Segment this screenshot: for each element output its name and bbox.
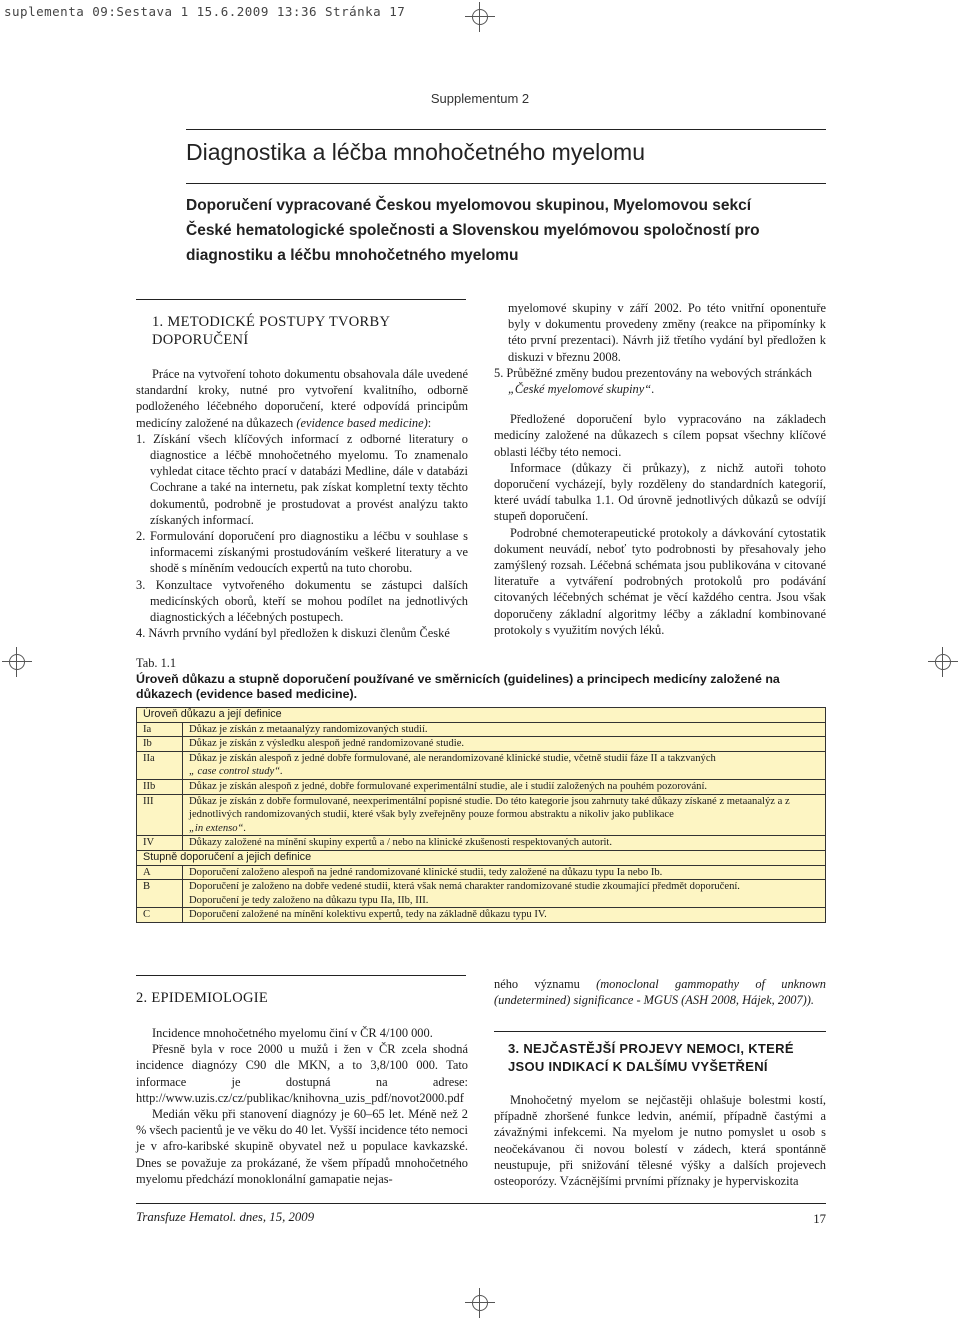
level-code: III xyxy=(137,794,183,836)
page-title: Diagnostika a léčba mnohočetného myelomu xyxy=(186,139,645,165)
section1-paragraph-2: Informace (důkazy či průkazy), z nichž autoři tohoto doporučení vycházejí, byly rozděleny do standardních kategorií, které uvádí tabulka 1.1. Od úrovně jednotlivých důkazů se odvíjí stupeň doporučení. xyxy=(494,460,826,524)
page-subtitle: Doporučení vypracované Českou myelomovou skupinou, Myelomovou sekcí České hematologické společnosti a Slovenskou myelómovou spoločností pro diagnostiku a léčbu mnohočetného myelomu xyxy=(186,197,760,264)
section3-heading: 3. NEJČASTĚJŠÍ PROJEVY NEMOCI, KTERÉ JSOU INDIKACÍ K DALŠÍMU VYŠETŘENÍ xyxy=(508,1041,794,1074)
page-number: 17 xyxy=(813,1212,826,1226)
level-definition: Důkazy založené na mínění skupiny expertů a / nebo na klinické zkušenosti respektovaných autorit. xyxy=(183,836,826,851)
level-definition: Důkaz je získán alespoň z jedné dobře formulované, ale nerandomizované klinické studie, včetně studií fáze II a takzvaných „ case control study“. xyxy=(183,751,826,779)
level-code: IIa xyxy=(137,751,183,779)
grade-definition: Doporučení založené na mínění kolektivu expertů, tedy na základně důkazu typu IV. xyxy=(183,908,826,923)
table-row xyxy=(137,794,826,836)
section1-item-1: 1. Získání všech klíčových informací z odborné literatury o diagnostice a léčbě mnohočetného myelomu. To znamenalo vyhledat citace těchto prací v databázi Medline, dále v databázi Cochrane a také na internetu, pak získat kompletní texty těchto dokumentů, podrobně je prostudovat a provést analýzu takto získaných informací. xyxy=(136,431,468,527)
table-row xyxy=(137,880,826,908)
registration-mark-left xyxy=(2,647,32,677)
registration-mark-bottom xyxy=(465,1288,495,1318)
section1-paragraph-1: Předložené doporučení bylo vypracováno na základech medicíny založené na důkazech s cílem popsat všechny klíčové oblasti léčby této nemoci. xyxy=(494,412,826,459)
section1-item-2: 2. Formulování doporučení pro diagnostiku a léčbu v souhlase s informacemi získanými prostudováním veškeré literatury a ve shodě s míněním vedoucích expertů na tuto chorobu. xyxy=(136,529,468,576)
table-row xyxy=(137,908,826,923)
level-definition: Důkaz je získán alespoň z jedné, dobře formulované experimentální studie, ale i studií založených na pouhém pozorování. xyxy=(183,779,826,794)
evidence-table xyxy=(136,707,826,923)
title-rule-bottom xyxy=(186,183,826,184)
section1-item-3: 3. Konzultace vytvořeného dokumentu se zástupci dalších medicínských oborů, kteří se mohou podílet na jednotlivých diagnostických a léčebných postupech. xyxy=(136,577,468,625)
table-header-cell: Úroveň důkazu a její definice xyxy=(137,708,826,723)
section1-heading: 1. METODICKÉ POSTUPY TVORBY DOPORUČENÍ xyxy=(152,314,391,348)
table-row xyxy=(137,722,826,737)
footer-rule xyxy=(136,1203,826,1204)
section2-paragraph-1: Incidence mnohočetného myelomu činí v ČR 4/100 000. xyxy=(152,1026,433,1040)
print-slug: suplementa 09:Sestava 1 15.6.2009 13:36 Stránka 17 xyxy=(4,4,406,19)
level-code: Ia xyxy=(137,722,183,737)
grade-code: A xyxy=(137,865,183,880)
registration-mark-top xyxy=(465,2,495,32)
table-label: Tab. 1.1 xyxy=(136,656,177,670)
table-header-cell: Stupně doporučení a jejich definice xyxy=(137,850,826,865)
section3-paragraph-1: Mnohočetný myelom se nejčastěji ohlašuje bolestmi kostí, případně zhoršené funkce ledvin, anémií, případně častými a závažnými infekcemi. Na myelom je nutno pomyslet u osob s neočekávanou či novou bolestí v zádech, která spontánně neustupuje, při snižování tělesné výšky a dalších projevech osteoporózy. Vzácnějšími prvními příznaky je hyperviskozita xyxy=(494,1093,826,1189)
section2-heading: 2. EPIDEMIOLOGIE xyxy=(136,990,269,1006)
table-header-grades xyxy=(137,850,826,865)
grade-code: B xyxy=(137,880,183,908)
table-row xyxy=(137,779,826,794)
table-row xyxy=(137,865,826,880)
level-definition: Důkaz je získán z metaanalýzy randomizovaných studií. xyxy=(183,722,826,737)
table-row xyxy=(137,751,826,779)
title-rule-top xyxy=(186,129,826,130)
table-caption-text: Úroveň důkazu a stupně doporučení používané ve směrnicích (guidelines) a principech medicíny založené na důkazech (evidence based medicine). xyxy=(136,671,780,701)
supplement-label: Supplementum 2 xyxy=(430,91,530,106)
grade-definition: Doporučení založeno alespoň na jedné randomizované klinické studii, tedy založené na důkazu typu Ia nebo Ib. xyxy=(183,865,826,880)
level-definition: Důkaz je získán z výsledku alespoň jedné randomizované studie. xyxy=(183,737,826,752)
level-code: Ib xyxy=(137,737,183,752)
section1-rule xyxy=(136,299,466,300)
section1-left-column xyxy=(136,313,468,641)
registration-mark-right xyxy=(928,647,958,677)
section3-column xyxy=(494,1040,826,1189)
table-row xyxy=(137,836,826,851)
journal-citation: Transfuze Hematol. dnes, 15, 2009 xyxy=(136,1210,315,1224)
level-code: IIb xyxy=(137,779,183,794)
section1-item-4: 4. Návrh prvního vydání byl předložen k diskuzi členům České xyxy=(136,626,450,641)
section3-rule xyxy=(494,1031,826,1032)
section1-item-5: 5. Průběžné změny budou prezentovány na webových stránkách „České myelomové skupiny“. xyxy=(494,365,812,397)
grade-definition: Doporučení je založeno na dobře vedené studii, která však nemá charakter randomizované studie zkoumající předmět doporučení. Doporučení je tedy založeno na důkazu typu IIa, IIb, III. xyxy=(183,880,826,908)
section1-right-column xyxy=(494,300,826,638)
section2-rule xyxy=(136,975,466,976)
section1-item-4-continued: myelomové skupiny v září 2002. Po této vnitřní oponentuře byly v dokumentu provedeny změny (reakce na připomínky k této první prezentaci). Návrh již třetího vydání byl předložen k diskuzi v březnu 2008. xyxy=(508,301,826,364)
section1-intro: Práce na vytvoření tohoto dokumentu obsahovala dále uvedené standardní kroky, nutné pro vytvoření kvalitního, odborně podloženého léčebného doporučení, které odpovídá principům medicíny založené na důkazech (evidence based medicine): xyxy=(136,367,468,430)
grade-code: C xyxy=(137,908,183,923)
section2-paragraph-3: Medián věku při stanovení diagnózy je 60–65 let. Méně než 2 % všech pacientů je ve věku do 40 let. Vyšší incidence této nemoci je v afro-karibské skupině obyvatel než u populace kavkazské. Dnes se považuje za prokázané, že všem případů mnohočetného myelomu předchází monoklonální gamapatie nejas- xyxy=(136,1107,468,1186)
table-row xyxy=(137,737,826,752)
table-header-levels xyxy=(137,708,826,723)
section1-paragraph-3: Podrobné chemoterapeutické protokoly a dávkování cytostatik dokument neuvádí, neboť tyto podrobnosti by přesahovaly jeho zamýšlený rozsah. Léčebná schémata jsou publikována v citované literatuře a vytváření podrobných protokolů pro podávání citovaných léčebných schémat je věcí každého centra. Jsou však doporučeny základní algoritmy léčby a základní kombinované protokoly s využitím nových léků. xyxy=(494,525,826,637)
level-definition: Důkaz je získán z dobře formulované, neexperimentální popisné studie. Do této kategorie jsou zahrnuty také důkazy získané z metaanalýz a z jednotlivých randomizovaných studií, které však byly zveřejněny pouze formou abstraktu a nikoliv jako publikace „in extenso“. xyxy=(183,794,826,836)
section2-column xyxy=(136,989,468,1187)
section2-continued: ného významu (monoclonal gammopathy of unknown (undetermined) significance - MGUS (ASH 2008, Hájek, 2007)). xyxy=(494,977,826,1008)
section2-paragraph-2: Přesně byla v roce 2000 u mužů i žen v ČR zcela shodná incidence diagnózy C90 dle MKN, a to 3,8/100 000. Tato informace je dostupná na adrese: http://www.uzis.cz/cz/publikac/knihovna_uzis_pdf/novot2000.pdf xyxy=(136,1042,468,1105)
table-caption xyxy=(136,656,826,703)
level-code: IV xyxy=(137,836,183,851)
